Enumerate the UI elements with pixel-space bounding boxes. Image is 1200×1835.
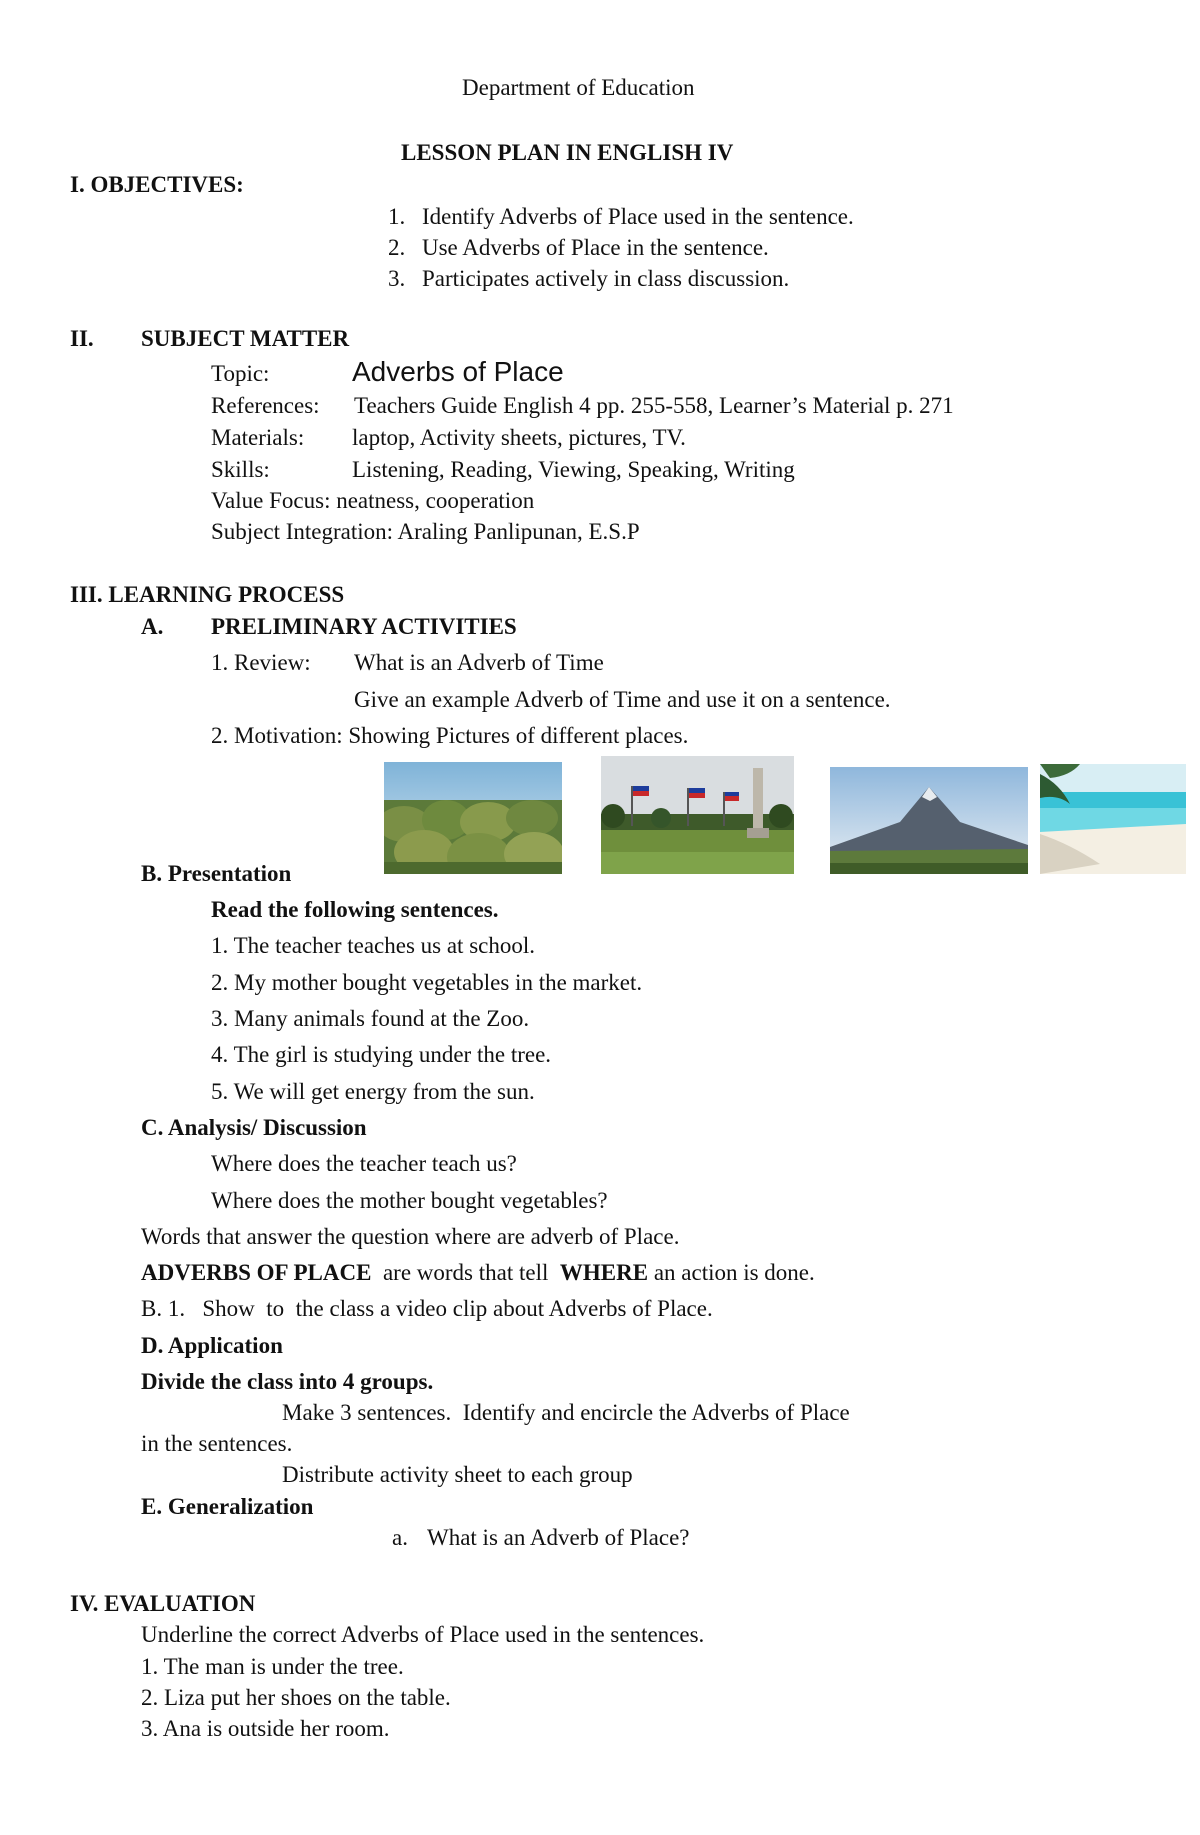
objective-item: Use Adverbs of Place in the sentence. (422, 235, 769, 260)
generalization-question: What is an Adverb of Place? (427, 1525, 690, 1550)
application-task: Make 3 sentences. Identify and encircle the Adverbs of Place (282, 1400, 850, 1425)
references-value: Teachers Guide English 4 pp. 255-558, Learner’s Material p. 271 (354, 393, 954, 418)
objective-number: 2. (388, 235, 406, 260)
department-heading: Department of Education (462, 75, 695, 100)
objective-number: 1. (388, 204, 406, 229)
video-clip-line: B. 1. Show to the class a video clip about Adverbs of Place. (141, 1296, 713, 1321)
skills-value: Listening, Reading, Viewing, Speaking, Writing (352, 457, 795, 482)
subject-integration: Subject Integration: Araling Panlipunan, E.S.P (211, 519, 640, 544)
analysis-question: Where does the teacher teach us? (211, 1151, 517, 1176)
objective-item: Participates actively in class discussion. (422, 266, 790, 291)
evaluation-item: 2. Liza put her shoes on the table. (141, 1685, 451, 1710)
topic-label: Topic: (211, 361, 270, 386)
subject-matter-heading: SUBJECT MATTER (141, 326, 350, 351)
generalization-heading: E. Generalization (141, 1494, 314, 1519)
beach-picture-icon (1040, 764, 1186, 874)
generalization-letter: a. (392, 1525, 408, 1550)
preliminary-heading: PRELIMINARY ACTIVITIES (211, 614, 517, 639)
evaluation-item: 3. Ana is outside her room. (141, 1716, 390, 1741)
application-heading: D. Application (141, 1333, 283, 1358)
group-instruction: Divide the class into 4 groups. (141, 1369, 434, 1394)
review-question: What is an Adverb of Time (354, 650, 604, 675)
presentation-heading: B. Presentation (141, 861, 292, 886)
hills-picture-icon (384, 762, 562, 874)
subject-matter-number: II. (70, 326, 94, 351)
topic-value: Adverbs of Place (352, 356, 564, 387)
value-focus: Value Focus: neatness, cooperation (211, 488, 535, 513)
presentation-instruction: Read the following sentences. (211, 897, 499, 922)
analysis-question: Where does the mother bought vegetables? (211, 1188, 608, 1213)
presentation-sentence: 2. My mother bought vegetables in the market. (211, 970, 643, 995)
adverbs-definition (141, 1261, 815, 1284)
skills-label: Skills: (211, 457, 270, 482)
materials-label: Materials: (211, 425, 305, 450)
review-prompt: Give an example Adverb of Time and use it on a sentence. (354, 687, 891, 712)
application-task-continued: in the sentences. (141, 1431, 293, 1456)
materials-value: laptop, Activity sheets, pictures, TV. (352, 425, 686, 450)
references-label: References: (211, 393, 320, 418)
objective-number: 3. (388, 266, 406, 291)
distribute-instruction: Distribute activity sheet to each group (282, 1462, 633, 1487)
definition-connector: are words that tell (371, 1260, 560, 1285)
motivation-line: 2. Motivation: Showing Pictures of different places. (211, 723, 689, 748)
learning-process-heading: III. LEARNING PROCESS (70, 582, 345, 607)
analysis-heading: C. Analysis/ Discussion (141, 1115, 367, 1140)
objective-item: Identify Adverbs of Place used in the sentence. (422, 204, 854, 229)
presentation-sentence: 3. Many animals found at the Zoo. (211, 1006, 530, 1031)
definition-ending: an action is done. (648, 1260, 815, 1285)
page-title: LESSON PLAN IN ENGLISH IV (401, 140, 734, 165)
analysis-note: Words that answer the question where are adverb of Place. (141, 1224, 680, 1249)
presentation-sentence: 4. The girl is studying under the tree. (211, 1042, 552, 1067)
presentation-sentence: 5. We will get energy from the sun. (211, 1079, 535, 1104)
monument-park-picture-icon (601, 756, 794, 874)
review-label: 1. Review: (211, 650, 311, 675)
volcano-picture-icon (830, 767, 1028, 874)
evaluation-instruction: Underline the correct Adverbs of Place used in the sentences. (141, 1622, 705, 1647)
definition-where: WHERE (559, 1260, 649, 1285)
objectives-heading: I. OBJECTIVES: (70, 172, 244, 197)
definition-term: ADVERBS OF PLACE (141, 1260, 372, 1285)
presentation-sentence: 1. The teacher teaches us at school. (211, 933, 535, 958)
evaluation-heading: IV. EVALUATION (70, 1591, 256, 1616)
evaluation-item: 1. The man is under the tree. (141, 1654, 404, 1679)
preliminary-letter: A. (141, 614, 164, 639)
